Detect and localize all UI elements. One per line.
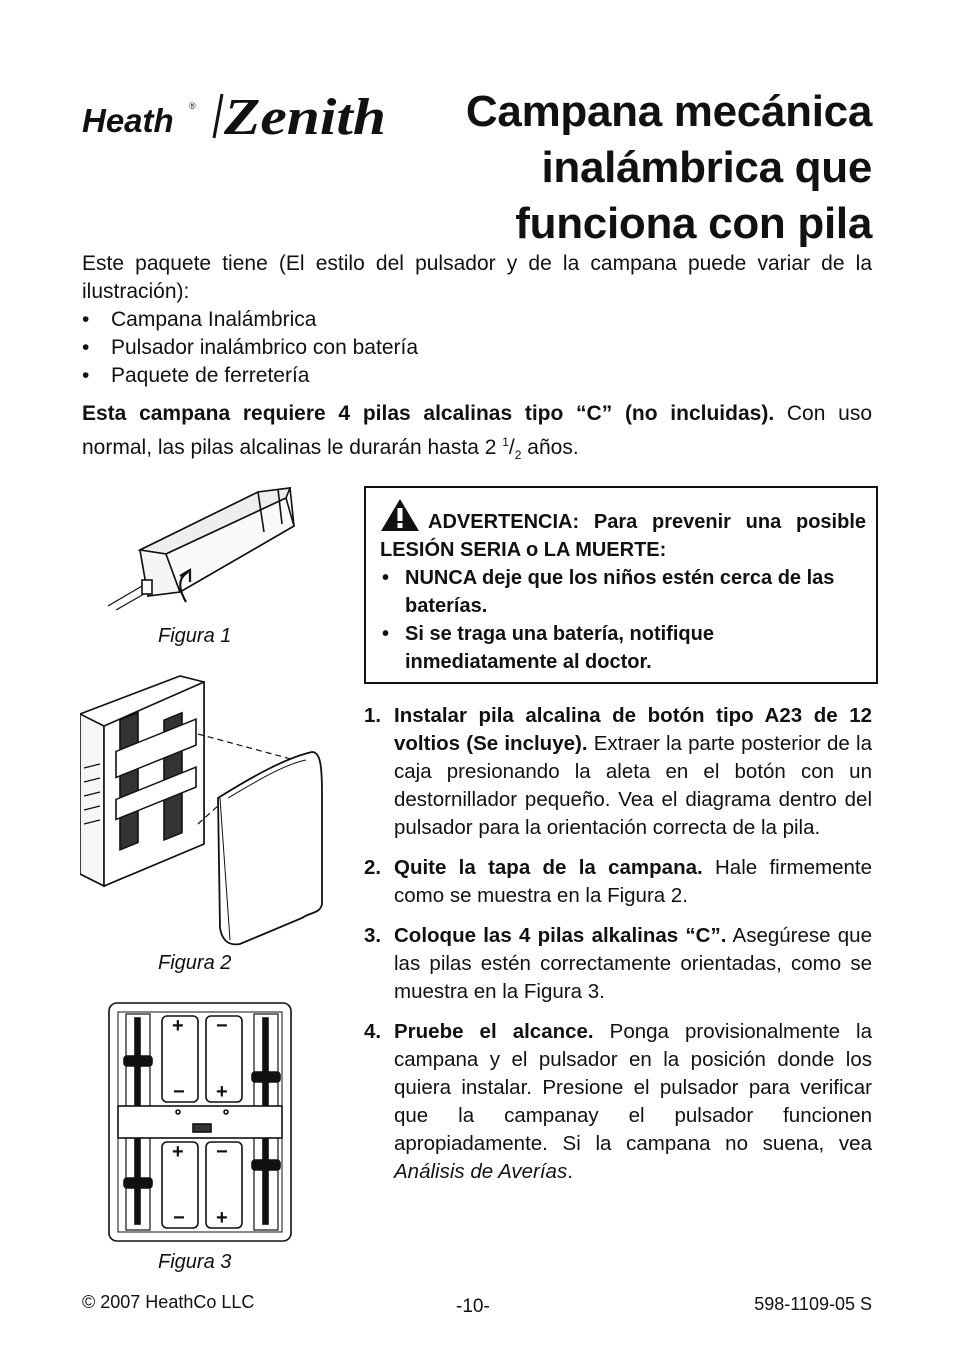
warning-heading bbox=[380, 498, 866, 564]
warning-heading-text: ADVERTENCIA: Para prevenir una posible LESIÓN SERIA o LA MUERTE: bbox=[380, 511, 866, 561]
battery-requirement: Esta campana requiere 4 pilas alcalinas tipo “C” (no incluidas). Con uso normal, las pilas alcalinas le durarán hasta 2 $^1/_2$ años. bbox=[82, 402, 872, 463]
battery-sign-plus: + bbox=[216, 1081, 228, 1103]
battery-sign-plus: + bbox=[172, 1141, 184, 1163]
step-title: Coloque las 4 pilas alkalinas “C”. bbox=[394, 924, 727, 947]
page-title bbox=[402, 84, 872, 252]
fraction-denominator: 2 bbox=[514, 448, 522, 463]
battery-sign-minus: − bbox=[173, 1081, 185, 1103]
step-text: Hale firmemente como se muestra en la Figura 2. bbox=[394, 856, 872, 907]
package-contents bbox=[82, 250, 872, 390]
step-text: Ponga provisionalmente la campana y el pulsador en la posición donde los quiera instalar. Presione el pulsador para verificar que la campanay el pulsador funcionen apropiadamente. Si la campana no suena, vea bbox=[394, 1020, 872, 1155]
step-text: Extraer la parte posterior de la caja presionando la aleta en el botón con un destornillador pequeño. Vea el diagrama dentro del pulsador para la orientación correcta de la pila. bbox=[394, 732, 872, 839]
battery-sign-minus: − bbox=[173, 1207, 185, 1229]
battery-sign-plus: + bbox=[172, 1015, 184, 1037]
step-end: . bbox=[567, 1160, 573, 1183]
warning-triangle-icon bbox=[380, 498, 420, 532]
battery-sign-plus: + bbox=[216, 1207, 228, 1229]
step-title: Instalar pila alcalina de botón tipo A23 de 12 voltios (Se incluye). bbox=[394, 704, 872, 755]
brand-name-left: Heath bbox=[82, 102, 174, 139]
step-number: 4. bbox=[364, 1020, 382, 1043]
step-item bbox=[364, 922, 872, 1006]
warning-item: • NUNCA deje que los niños estén cerca de las baterías. bbox=[380, 564, 866, 620]
intro-text: Este paquete tiene (El estilo del pulsador y de la campana puede variar de la ilustración): bbox=[82, 252, 872, 303]
list-item: • Paquete de ferretería bbox=[82, 362, 872, 390]
copyright: © 2007 HeathCo LLC bbox=[82, 1292, 255, 1312]
figure-3-battery-layout bbox=[108, 1002, 292, 1242]
registered-mark: ® bbox=[189, 101, 196, 111]
contents-list bbox=[82, 306, 872, 390]
step-number: 2. bbox=[364, 856, 382, 879]
figure-1-pushbutton bbox=[108, 484, 308, 614]
fraction-numerator: 1 bbox=[502, 435, 509, 449]
page-number: -10- bbox=[456, 1296, 490, 1317]
list-item: • Pulsador inalámbrico con batería bbox=[82, 334, 872, 362]
brand-name-right: Zenith bbox=[222, 89, 386, 142]
warning-item: • Si se traga una batería, notifique inmediatamente al doctor. bbox=[380, 620, 866, 676]
brand-logo bbox=[82, 86, 392, 142]
step-title: Quite la tapa de la campana. bbox=[394, 856, 703, 879]
troubleshooting-reference: Análisis de Averías bbox=[394, 1160, 568, 1183]
figure-3-caption: Figura 3 bbox=[158, 1251, 232, 1273]
step-item bbox=[364, 1018, 872, 1186]
warning-list bbox=[380, 564, 866, 676]
title-line: funciona con pila bbox=[515, 199, 872, 248]
figure-1-caption: Figura 1 bbox=[158, 625, 232, 647]
step-text: Asegúrese que las pilas estén correctamente orientadas, como se muestra en la Figura 3. bbox=[394, 924, 872, 1003]
step-item bbox=[364, 854, 872, 910]
step-title: Pruebe el alcance. bbox=[394, 1020, 594, 1043]
requirement-bold: Esta campana requiere 4 pilas alcalinas tipo “C” (no incluidas). bbox=[82, 402, 775, 425]
installation-steps bbox=[364, 702, 872, 1198]
figure-2-chime-cover bbox=[80, 674, 330, 946]
step-item bbox=[364, 702, 872, 842]
battery-sign-minus: − bbox=[216, 1015, 228, 1037]
document-code: 598-1109-05 S bbox=[754, 1294, 872, 1314]
title-line: Campana mecánica bbox=[465, 87, 872, 136]
step-number: 3. bbox=[364, 924, 382, 947]
battery-sign-minus: − bbox=[216, 1141, 228, 1163]
requirement-tail: años. bbox=[521, 436, 579, 459]
requirement-text: Con uso normal, las pilas alcalinas le durarán hasta 2 bbox=[82, 402, 872, 459]
list-item: • Campana Inalámbrica bbox=[82, 306, 872, 334]
step-number: 1. bbox=[364, 704, 382, 727]
title-line: inalámbrica que bbox=[541, 143, 872, 192]
warning-box bbox=[364, 486, 878, 684]
figure-2-caption: Figura 2 bbox=[158, 952, 232, 974]
